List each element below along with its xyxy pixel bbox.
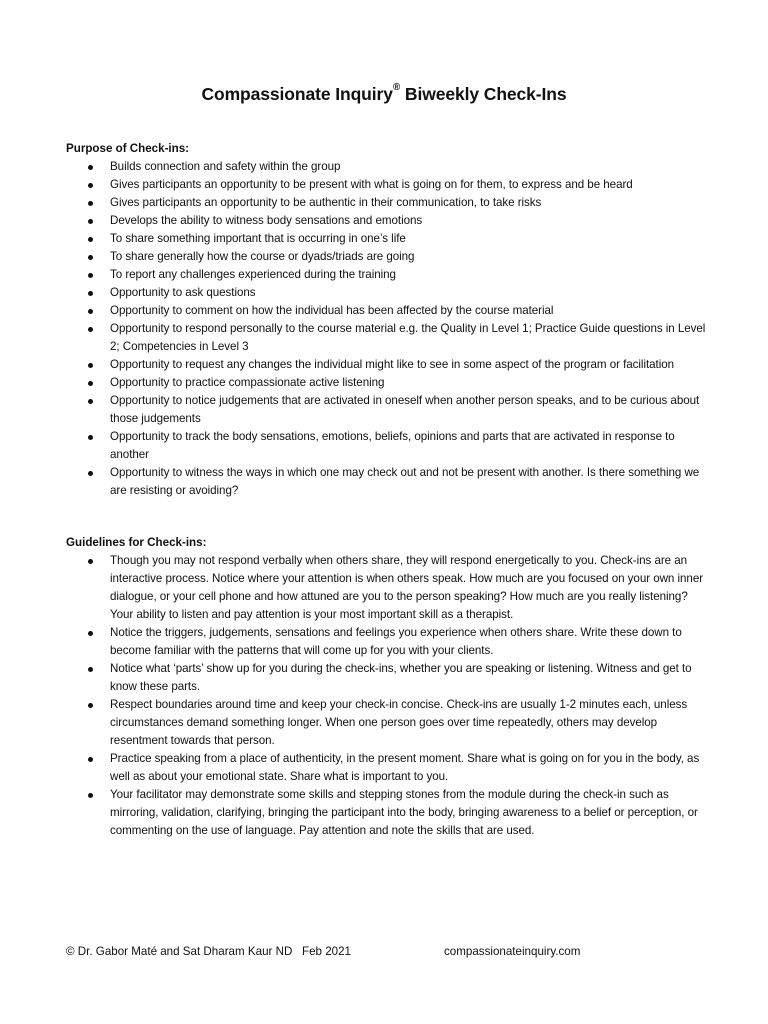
purpose-list xyxy=(66,158,706,500)
guidelines-heading: Guidelines for Check-ins: xyxy=(66,536,207,549)
bullet-icon xyxy=(88,471,93,476)
bullet-icon xyxy=(88,219,93,224)
list-item-text: Your facilitator may demonstrate some skills and stepping stones from the module during the check-in such as mirroring, validation, clarifying, bringing the participant into the body, bringing awareness to a belief or perception, or commenting on the use of language. Pay attention and note the skills that are used. xyxy=(110,788,698,837)
list-item xyxy=(66,212,706,230)
bullet-icon xyxy=(88,757,93,762)
list-item-text: Notice what ‘parts’ show up for you during the check-ins, whether you are speaking or listening. Witness and get to know these parts. xyxy=(110,662,692,693)
list-item-text: Opportunity to respond personally to the course material e.g. the Quality in Level 1; Practice Guide questions in Level 2; Competencies in Level 3 xyxy=(110,322,706,353)
list-item xyxy=(66,194,706,212)
list-item xyxy=(66,392,706,428)
list-item-text: Opportunity to comment on how the individual has been affected by the course material xyxy=(110,304,554,317)
list-item-text: To share generally how the course or dyads/triads are going xyxy=(110,250,415,263)
list-item xyxy=(66,302,706,320)
list-item-text: Opportunity to notice judgements that are activated in oneself when another person speaks, and to be curious about those judgements xyxy=(110,394,700,425)
list-item xyxy=(66,786,706,840)
bullet-icon xyxy=(88,165,93,170)
list-item xyxy=(66,464,706,500)
bullet-icon xyxy=(88,667,93,672)
list-item xyxy=(66,284,706,302)
list-item-text: To report any challenges experienced during the training xyxy=(110,268,396,281)
registered-mark: ® xyxy=(392,82,401,93)
list-item xyxy=(66,374,706,392)
bullet-icon xyxy=(88,399,93,404)
list-item xyxy=(66,230,706,248)
footer-copyright: © Dr. Gabor Maté and Sat Dharam Kaur ND Feb 2021 xyxy=(66,945,351,958)
list-item-text: Develops the ability to witness body sensations and emotions xyxy=(110,214,423,227)
list-item-text: To share something important that is occurring in one’s life xyxy=(110,232,406,245)
list-item xyxy=(66,356,706,374)
list-item-text: Opportunity to witness the ways in which one may check out and not be present with another. Is there something we are resisting or avoiding? xyxy=(110,466,700,497)
bullet-icon xyxy=(88,793,93,798)
list-item xyxy=(66,552,706,624)
bullet-icon xyxy=(88,237,93,242)
bullet-icon xyxy=(88,559,93,564)
list-item xyxy=(66,696,706,750)
list-item-text: Practice speaking from a place of authenticity, in the present moment. Share what is going on for you in the body, as well as about your emotional state. Share what is important to you. xyxy=(110,752,700,783)
bullet-icon xyxy=(88,631,93,636)
list-item xyxy=(66,158,706,176)
list-item-text: Opportunity to track the body sensations, emotions, beliefs, opinions and parts that are activated in response to another xyxy=(110,430,675,461)
bullet-icon xyxy=(88,273,93,278)
list-item xyxy=(66,176,706,194)
bullet-icon xyxy=(88,255,93,260)
list-item-text: Though you may not respond verbally when others share, they will respond energetically to you. Check-ins are an interactive process. Notice where your attention is when others speak. How much are you focused on your own inner dialogue, or your cell phone and how attuned are you to the person speaking? How much are you really listening? Your ability to listen and pay attention is your most important skill as a therapist. xyxy=(110,554,704,621)
bullet-icon xyxy=(88,703,93,708)
bullet-icon xyxy=(88,291,93,296)
guidelines-section xyxy=(66,534,706,840)
title-text: Compassionate Inquiry xyxy=(201,84,393,104)
purpose-section xyxy=(66,140,706,500)
list-item-text: Builds connection and safety within the group xyxy=(110,160,341,173)
list-item xyxy=(66,660,706,696)
list-item xyxy=(66,248,706,266)
bullet-icon xyxy=(88,363,93,368)
footer-website: compassionateinquiry.com xyxy=(444,945,581,958)
list-item-text: Gives participants an opportunity to be present with what is going on for them, to express and be heard xyxy=(110,178,633,191)
list-item-text: Respect boundaries around time and keep your check-in concise. Check-ins are usually 1-2 minutes each, unless circumstances demand something longer. When one person goes over time repeatedly, others may develop resentment towards that person. xyxy=(110,698,688,747)
page-title xyxy=(0,84,768,105)
list-item xyxy=(66,750,706,786)
list-item-text: Notice the triggers, judgements, sensations and feelings you experience when others share. Write these down to become familiar with the patterns that will come up for you with your clients. xyxy=(110,626,682,657)
list-item xyxy=(66,320,706,356)
bullet-icon xyxy=(88,435,93,440)
bullet-icon xyxy=(88,327,93,332)
list-item xyxy=(66,624,706,660)
purpose-heading: Purpose of Check-ins: xyxy=(66,142,190,155)
list-item-text: Opportunity to request any changes the individual might like to see in some aspect of the program or facilitation xyxy=(110,358,675,371)
list-item-text: Gives participants an opportunity to be authentic in their communication, to take risks xyxy=(110,196,542,209)
list-item-text: Opportunity to ask questions xyxy=(110,286,256,299)
bullet-icon xyxy=(88,201,93,206)
bullet-icon xyxy=(88,183,93,188)
bullet-icon xyxy=(88,381,93,386)
list-item xyxy=(66,428,706,464)
list-item xyxy=(66,266,706,284)
guidelines-list xyxy=(66,552,706,840)
list-item-text: Opportunity to practice compassionate active listening xyxy=(110,376,385,389)
bullet-icon xyxy=(88,309,93,314)
title-suffix: Biweekly Check-Ins xyxy=(400,84,567,104)
